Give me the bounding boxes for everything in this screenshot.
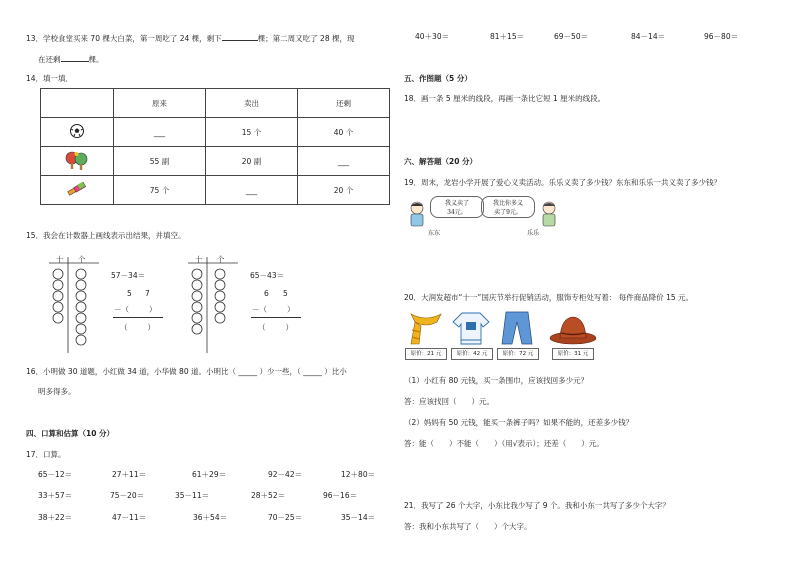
question-20: 20．大润发超市“十一”国庆节举行促销活动，服饰专柜处写着： 每件商品降价 15 元。	[404, 293, 694, 302]
calc2-digit-tens: 6	[264, 289, 269, 298]
calc1-row2	[114, 305, 157, 314]
question-13-line2	[38, 53, 104, 64]
q13-blank-1[interactable]	[222, 32, 258, 41]
calc1-minus: －	[114, 305, 122, 314]
table-header-cell: 原来	[114, 89, 206, 118]
price-tag-sweater: 原价：42 元	[451, 348, 493, 360]
table-cell: 75 个	[114, 176, 206, 205]
calc1-rparen: ）	[149, 305, 157, 314]
oral-calc-item[interactable]: 84－14＝	[631, 32, 666, 41]
calc1-row3	[120, 323, 155, 332]
table-header-row	[41, 89, 390, 118]
table-cell: 20 副	[206, 147, 298, 176]
oral-calc-item[interactable]: 70－25＝	[268, 513, 303, 522]
boy-lele-icon	[538, 200, 560, 230]
question-13-line1	[26, 32, 354, 43]
calc1-digit-ones: 7	[145, 289, 150, 298]
question-16-line1: 16．小明做 30 道题，小红做 34 道，小华做 80 道。小明比（ _____ ）少一些，（ _____ ）比小	[26, 367, 347, 376]
oral-calc-item[interactable]: 96－16＝	[323, 491, 358, 500]
calc1-lparen: （	[121, 305, 129, 314]
oral-calc-item[interactable]: 61＋29＝	[192, 470, 227, 479]
bubble1-line2: 34元。	[447, 209, 467, 216]
calc1-expression: 57－34＝	[111, 271, 146, 280]
oral-calc-item[interactable]: 38＋22＝	[38, 513, 73, 522]
oral-calc-item[interactable]: 28＋52＝	[251, 491, 286, 500]
q20-answer1[interactable]: 答：应该找回（ ）元。	[404, 397, 494, 406]
table-cell: 55 副	[114, 147, 206, 176]
calc1-result-lparen: （	[120, 323, 128, 332]
q21-answer[interactable]: 答：我和小东共写了（ ）个大字。	[404, 522, 532, 531]
soccer-ball-icon	[69, 123, 85, 139]
question-18: 18．画一条 5 厘米的线段，再画一条比它短 1 厘米的线段。	[404, 94, 606, 103]
calc1-divider	[113, 317, 163, 318]
table-cell: 40 个	[298, 118, 390, 147]
oral-calc-item[interactable]: 69－50＝	[554, 32, 589, 41]
pencil-eraser-icon	[66, 180, 88, 198]
calc1-digit-tens: 5	[127, 289, 132, 298]
bubble2-line2: 卖了9元。	[494, 209, 522, 216]
name-dongdong: 东东	[428, 230, 441, 237]
section-6-title: 六、解答题（20 分）	[404, 157, 478, 166]
calc2-lparen: （	[259, 305, 267, 314]
oral-calc-item[interactable]: 75－20＝	[110, 491, 145, 500]
price-tag-scarf: 原价：21 元	[405, 348, 447, 360]
calc2-divider	[251, 317, 301, 318]
q13-text-b: 棵；第二周又吃了 28 棵，现	[257, 34, 355, 43]
calc2-result-lparen: （	[258, 323, 266, 332]
oral-calc-item[interactable]: 35－11＝	[175, 491, 210, 500]
question-14-title: 14．填一填．	[26, 74, 74, 83]
q20-answer2[interactable]: 答：能（ ）不能（ ）（用√表示）；还差（ ）元。	[404, 439, 604, 448]
table-row	[41, 176, 390, 205]
calc2-minus: －	[252, 305, 260, 314]
section-5-title: 五、作图题（5 分）	[404, 74, 472, 83]
table-row	[41, 147, 390, 176]
oral-calc-item[interactable]: 27＋11＝	[112, 470, 147, 479]
speech-bubble-dongdong	[430, 196, 484, 218]
oral-calc-item[interactable]: 47－11＝	[112, 513, 147, 522]
speech-bubble-lele	[481, 196, 535, 218]
calc2-row2	[252, 305, 295, 314]
question-15-title: 15．我会在计数器上画线表示出结果，并填空。	[26, 231, 186, 240]
abacus-counter-2[interactable]	[183, 255, 243, 355]
oral-calc-item[interactable]: 33＋57＝	[38, 491, 73, 500]
q13-blank-2[interactable]	[61, 53, 89, 62]
oral-calc-item[interactable]: 96－80＝	[704, 32, 739, 41]
table-icon-cell	[41, 118, 114, 147]
table-cell[interactable]: ___	[206, 176, 298, 205]
table-cell: 20 个	[298, 176, 390, 205]
table-header-cell: 还剩	[298, 89, 390, 118]
abacus-counter-1[interactable]	[44, 255, 104, 355]
q13-text-c: 在还剩	[38, 55, 61, 64]
table-cell: 15 个	[206, 118, 298, 147]
question-19: 19．周末，龙岩小学开展了爱心义卖活动。乐乐义卖了多少钱？东东和乐乐一共义卖了多少钱？	[404, 178, 722, 187]
q13-text-a: 13．学校食堂买来 70 棵大白菜，第一周吃了 24 棵，剩下	[26, 34, 222, 43]
question-17-title: 17．口算。	[26, 450, 66, 459]
oral-calc-item[interactable]: 92－42＝	[268, 470, 303, 479]
tens-label-2: 十	[195, 255, 203, 264]
calc2-expression: 65－43＝	[250, 271, 285, 280]
ones-label-2: 个	[217, 255, 225, 264]
sweater-icon	[452, 310, 490, 346]
table-icon-cell	[41, 147, 114, 176]
bubble1-line1: 我义卖了	[444, 200, 469, 207]
table-cell[interactable]: ___	[298, 147, 390, 176]
hat-icon	[548, 312, 598, 346]
price-tag-hat: 原价：31 元	[552, 348, 594, 360]
oral-calc-item[interactable]: 65－12＝	[38, 470, 73, 479]
ping-pong-paddles-icon	[64, 150, 90, 170]
boy-dongdong-icon	[406, 200, 428, 230]
scarf-icon	[407, 310, 445, 346]
question-16-line2: 明多得多。	[38, 387, 76, 396]
question-21: 21．我写了 26 个大字，小东比我少写了 9 个。我和小东一共写了多少个大字？	[404, 501, 670, 510]
oral-calc-item[interactable]: 12＋80＝	[341, 470, 376, 479]
trousers-icon	[500, 310, 534, 346]
q20-sub1: （1）小红有 80 元钱，买一条围巾，应该找回多少元？	[404, 376, 589, 385]
tens-label-1: 十	[56, 255, 64, 264]
section-4-title: 四、口算和估算（10 分）	[26, 429, 115, 438]
table-row	[41, 118, 390, 147]
table-header-cell: 卖出	[206, 89, 298, 118]
table-cell[interactable]: ___	[114, 118, 206, 147]
name-lele: 乐乐	[527, 230, 540, 237]
q13-text-d: 棵。	[88, 55, 104, 64]
price-tag-trousers: 原价：72 元	[497, 348, 539, 360]
calc2-rparen: ）	[287, 305, 295, 314]
oral-calc-item[interactable]: 81＋15＝	[490, 32, 525, 41]
calc2-row3	[258, 323, 293, 332]
oral-calc-item[interactable]: 36＋54＝	[193, 513, 228, 522]
q20-sub2: （2）妈妈有 50 元钱，能买一条裤子吗？如果不能的，还差多少钱？	[404, 418, 634, 427]
calc1-result-rparen: ）	[147, 323, 155, 332]
table-icon-cell	[41, 176, 114, 205]
oral-calc-item[interactable]: 40＋30＝	[415, 32, 450, 41]
ones-label-1: 个	[78, 255, 86, 264]
table-header-cell	[41, 89, 114, 118]
oral-calc-item[interactable]: 35－14＝	[341, 513, 376, 522]
calc2-digit-ones: 5	[283, 289, 288, 298]
calc2-result-rparen: ）	[285, 323, 293, 332]
q14-table	[40, 88, 390, 205]
bubble2-line1: 我比你多义	[492, 200, 523, 207]
